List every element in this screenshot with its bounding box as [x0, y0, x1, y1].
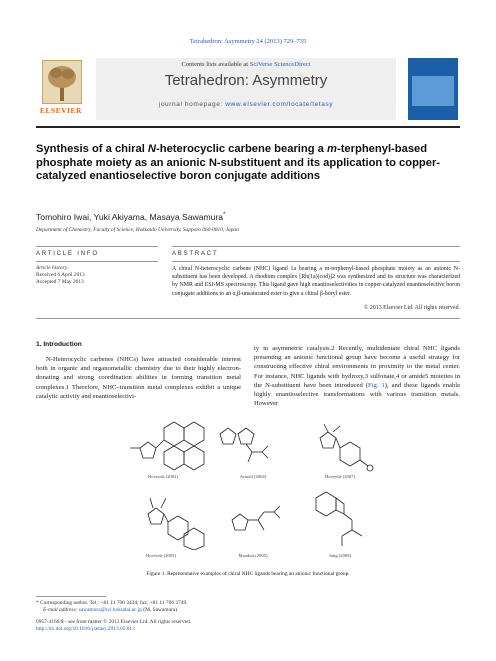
- title-italic-1: N: [147, 143, 157, 155]
- journal-title: Tetrahedron: Asymmetry: [164, 72, 328, 89]
- introduction-heading: 1. Introduction: [36, 341, 82, 348]
- intro-right-text-b: ), and these ligands enable highly enantioselective transformations with various transition metals. However: [254, 381, 460, 408]
- figure-1-caption: Figure 1. Representative examples of chiral NHC ligands bearing an anionic functional group.: [146, 571, 350, 577]
- introduction-right-column: [254, 344, 460, 408]
- figure-1-link[interactable]: Fig. 1: [367, 381, 385, 389]
- structure-arnold-2004: [218, 418, 288, 480]
- abstract-rule-top: [172, 246, 460, 247]
- footnote-rule: [36, 596, 106, 597]
- article-info-heading: ARTICLE INFO: [36, 251, 99, 257]
- corresponding-author-mark[interactable]: *: [223, 212, 226, 219]
- label-hoveyda-2007: Hoveyda (2007): [325, 474, 355, 479]
- label-mauduit-2005: Mauduit (2005): [238, 553, 268, 558]
- journal-cover-image: [408, 58, 458, 120]
- introduction-left-column: N-Heterocyclic carbenes (NHCs) have attracted considerable interest both in organic and organometallic chemistry due to their highly electron-donating and strong coordination abilities in forming transition metal complexes.1 Therefore, NHC–transition metal complexes exhibit a unique catalytic activity and enantioselectivi-: [36, 356, 241, 400]
- title-italic-2: m: [327, 143, 337, 155]
- structure-jung-2008: [302, 490, 380, 558]
- info-rule-mid: [36, 261, 158, 262]
- doi-link[interactable]: http://dx.doi.org/10.1016/j.tetasy.2013.05.013: [36, 626, 135, 632]
- structure-hoveyda-2007: [300, 418, 380, 480]
- title-text-1: Synthesis of a chiral: [36, 143, 148, 155]
- elsevier-tree-icon: [42, 60, 82, 104]
- structure-mauduit-2005: [220, 490, 290, 558]
- label-hoveyda-2005: Hoveyda (2005): [146, 553, 176, 558]
- hoveyda-2007-structure-drawing: [300, 418, 380, 474]
- accepted-date: Accepted 7 May 2013: [36, 278, 84, 285]
- history-label: Article history:: [36, 265, 69, 271]
- homepage-link[interactable]: www.elsevier.com/locate/tetasy: [225, 101, 334, 108]
- cover-artwork: [412, 76, 454, 106]
- abstract-text: A chiral N-heterocyclic carbene (NHC) ligand 1a bearing a m-terphenyl-based phosphate moiety as an anionic N-substituent has been developed. A rhodium complex [Rh(1a)(cod)]2 was synthesized and its structure was characterized by NMR and ESI-MS spectroscopy. This ligand gave high enantioselectivities in copper-catalyzed enantioselective boron conjugate additions to an α,β-unsaturated ester to give a chiral β-boryl ester.: [172, 266, 460, 297]
- email-link[interactable]: sawamura@sci.hokudai.ac.jp: [78, 607, 142, 613]
- received-date: Received 6 April 2013: [36, 271, 85, 278]
- email-line: [36, 607, 460, 614]
- masthead-rule: [36, 126, 460, 128]
- abstract-heading: ABSTRACT: [172, 251, 219, 257]
- hoveyda-2002-structure-drawing: [120, 418, 206, 474]
- article-title: [36, 143, 460, 184]
- abstract-rule-bottom: [36, 318, 460, 319]
- label-hoveyda-2002: Hoveyda (2002): [148, 474, 178, 479]
- structure-hoveyda-2002: [120, 418, 206, 480]
- email-suffix: (M. Sawamura).: [141, 607, 179, 613]
- elsevier-logo: [36, 58, 86, 120]
- masthead: [36, 58, 460, 122]
- authors: Tomohiro Iwai, Yuki Akiyama, Masaya Sawamura: [36, 212, 224, 222]
- masthead-banner: [96, 58, 396, 120]
- article-history: [36, 265, 158, 285]
- footnotes: [36, 600, 460, 633]
- label-arnold-2004: Arnold (2004): [239, 474, 267, 479]
- title-text-3: -terphenyl-based phosphate moiety as an anionic N-substituent and its application to copper-catalyzed enantioselective boron conjugate additions: [36, 143, 441, 182]
- arnold-2004-structure-drawing: [218, 418, 288, 474]
- sciencedirect-link[interactable]: SciVerse ScienceDirect: [249, 61, 311, 68]
- mauduit-2005-structure-drawing: [220, 490, 290, 550]
- intro-right-text-a: ty in asymmetric catalysis.2 Recently, multidentate chiral NHC ligands presenting an anionic functional group have become a useful strategy for constructing effective chiral environments in proximity to the metal center. For instance, NHC ligands with hydroxy,3 sulfonate,4 or amide5 moieties in the N-substituent have been introduced (: [254, 345, 460, 389]
- label-jung-2008: Jung (2008): [328, 553, 352, 558]
- corresponding-author-note: * Corresponding author. Tel.: +81 11 706 3434; fax: +81 11 706 3749.: [36, 600, 188, 606]
- figure-1: [120, 418, 380, 566]
- jung-2008-structure-drawing: [302, 490, 380, 550]
- affiliation: Department of Chemistry, Faculty of Science, Hokkaido University, Sapporo 060-0810, Japan: [36, 227, 239, 233]
- title-text-2: -heterocyclic carbene bearing a: [156, 143, 328, 155]
- author-list: [36, 212, 225, 222]
- email-prefix: E-mail address:: [43, 607, 79, 613]
- journal-homepage: [96, 101, 396, 108]
- abstract-copyright: © 2013 Elsevier Ltd. All rights reserved.: [363, 305, 460, 311]
- homepage-prefix: journal homepage:: [158, 101, 226, 108]
- structure-hoveyda-2005: [128, 490, 208, 558]
- journal-reference[interactable]: Tetrahedron: Asymmetry 24 (2013) 729–735: [189, 38, 307, 45]
- elsevier-wordmark: ELSEVIER: [40, 106, 82, 115]
- hoveyda-2005-structure-drawing: [128, 490, 208, 550]
- abstract-rule-mid: [172, 261, 460, 262]
- issn-line: 0957-4166/$ - see front matter © 2013 Elsevier Ltd. All rights reserved.: [36, 619, 192, 625]
- contents-line: [96, 61, 396, 68]
- contents-prefix: Contents lists available at: [181, 61, 250, 68]
- info-rule-top: [36, 246, 158, 247]
